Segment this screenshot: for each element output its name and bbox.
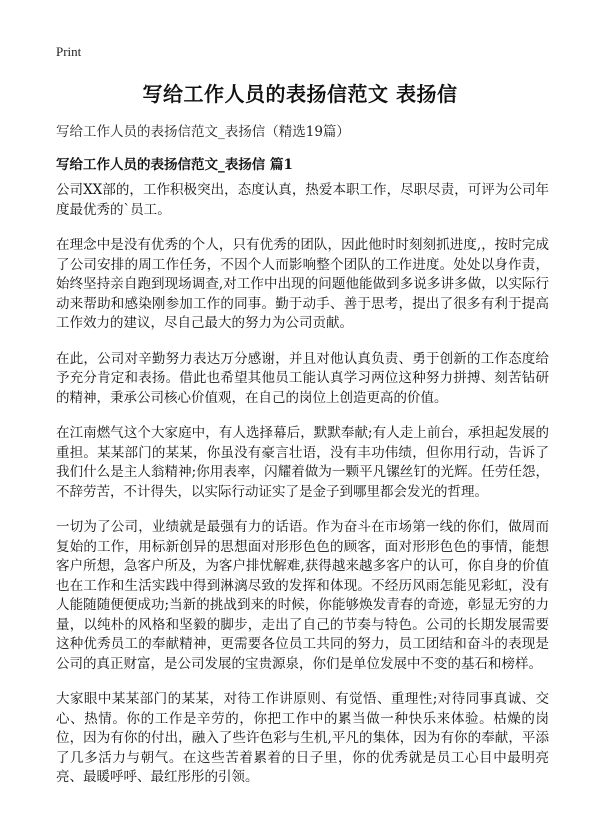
print-label: Print <box>56 44 82 59</box>
document-subtitle: 写给工作人员的表扬信范文_表扬信（精选19篇） <box>56 124 350 140</box>
paragraph: 在此，公司对辛勤努力表达万分感谢，并且对他认真负责、勇于创新的工作态度给予充分肯定和表扬。借此也希望其他员工能认真学习两位这种努力拼搏、刻苦钻研的精神，秉承公司核心价值观，在自己的岗位上创造更高的价值。 <box>56 350 549 406</box>
paragraph: 一切为了公司，业绩就是最强有力的话语。作为奋斗在市场第一线的你们，做周而复始的工作，用标新创异的思想面对形形色色的顾客，面对形形色色的事情，能想客户所想，急客户所及，为客户排忧解难,获得越来越多客户的认可，你自身的价值也在工作和生活实践中得到淋漓尽致的发挥和体现。不经历风雨怎能见彩虹，没有人能随随便便成功;当新的挑战到来的时候，你能够焕发青春的奇迹，彰显无穷的力量，以纯朴的风格和坚毅的脚步，走出了自己的节奏与特色。公司的长期发展需要这种优秀员工的奉献精神，更需要各位员工共同的努力，员工团结和奋斗的表现是公司的真正财富，是公司发展的宝贵源泉，你们是单位发展中不变的基石和榜样。 <box>56 519 549 672</box>
paragraph: 大家眼中某某部门的某某，对待工作讲原则、有觉悟、重理性;对待同事真诚、交心、热情。你的工作是辛劳的，你把工作中的累当做一种快乐来体验。枯燥的岗位，因为有你的付出，融入了些许色彩与生机,平凡的集体，因为有你的奉献，平添了几多活力与朝气。在这些苦着累着的日子里，你的优秀就是员工心目中最明亮亮、最暖呼呼、最红彤彤的引领。 <box>56 691 549 785</box>
paragraph: 在江南燃气这个大家庭中，有人选择幕后，默默奉献;有人走上前台，承担起发展的重担。某某部门的某某，你虽没有豪言壮语，没有丰功伟绩，但你用行动，告诉了我们什么是主人翁精神;你用表率，闪耀着做为一颗平凡镙丝钉的光辉。任劳任怨，不辞劳苦，不计得失，以实际行动证实了是金子到哪里都会发光的哲理。 <box>56 425 549 500</box>
paragraph: 公司XX部的，工作积极突出，态度认真，热爱本职工作，尽职尽责，可评为公司年度最优秀的`员工。 <box>56 182 549 218</box>
paragraph: 在理念中是没有优秀的个人，只有优秀的团队，因此他时时刻刻抓进度,，按时完成了公司安排的周工作任务，不因个人而影响整个团队的工作进度。处处以身作责，始终坚持亲自跑到现场调查,对工作中出现的问题他能做到多说多讲多做，以实际行动来帮助和感染刚参加工作的同事。勤于动手、善于思考，提出了很多有利于提高工作效力的建议，尽自己最大的努力为公司贡献。 <box>56 237 549 331</box>
section-heading: 写给工作人员的表扬信范文_表扬信 篇1 <box>56 157 293 173</box>
page-title: 写给工作人员的表扬信范文 表扬信 <box>142 82 458 106</box>
article-body <box>56 181 549 804</box>
